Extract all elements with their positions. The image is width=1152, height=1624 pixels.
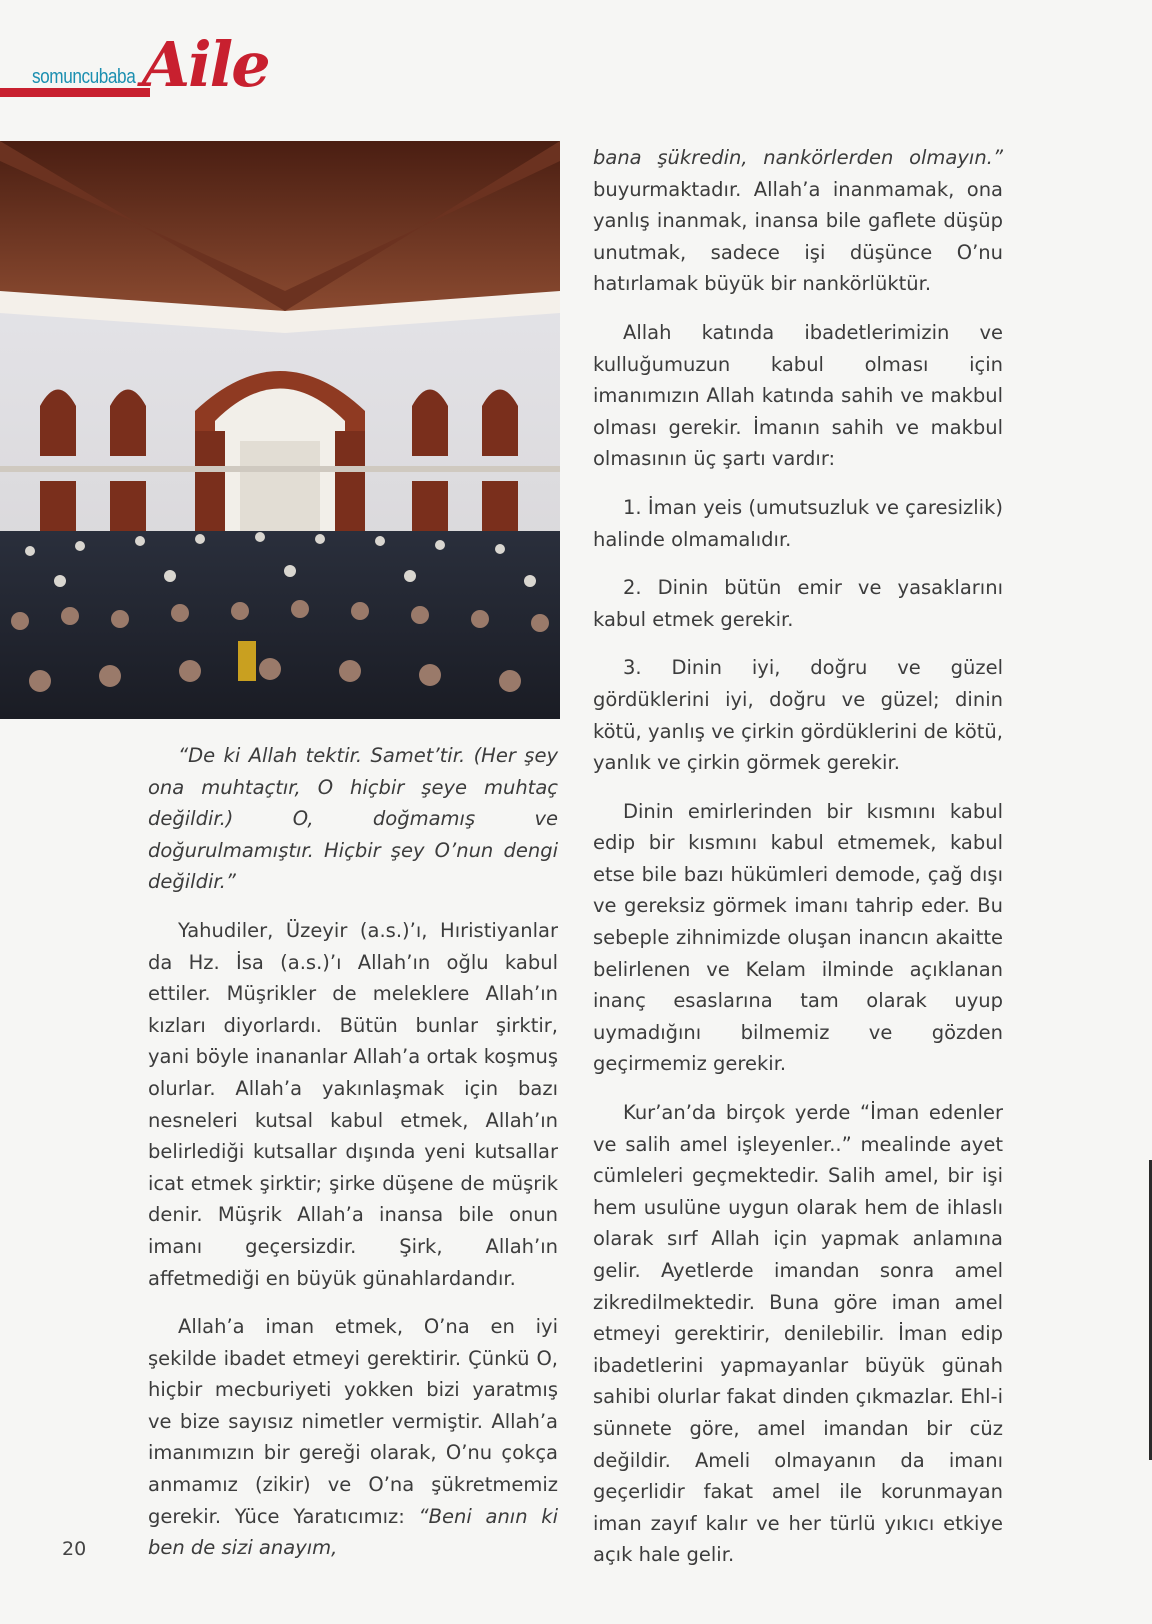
mosque-congregation-photo xyxy=(0,141,560,719)
brand-aile-script: Aile xyxy=(142,28,269,101)
masthead-logo xyxy=(0,28,269,110)
right-text-column xyxy=(593,142,1003,1588)
paragraph: Allah’a iman etmek, O’na en iyi şekilde ibadet etmeyi gerektirir. Çünkü O, hiçbir mecburiyeti yokken bizi yaratmış ve bize sayısız nimetler vermiştir. Allah’a imanımızın bir gereği olarak, O’nu çokça anmamız (zikir) ve O’na şükretmemiz gerekir. Yüce Yaratıcımız: “Beni anın ki ben de sizi anayım, xyxy=(148,1315,558,1560)
paragraph: Yahudiler, Üzeyir (a.s.)’ı, Hıristiyanlar da Hz. İsa (a.s.)’ı Allah’ın oğlu kabul ettiler. Müşrikler de meleklere Allah’ın kızları diyorlardı. Bütün bunlar şirktir, yani böyle inananlar Allah’a ortak koşmuş olurlar. Allah’a yakınlaşmak için bazı nesneleri kutsal kabul etmek, Allah’ın belirlediği kutsallar dışında yeni kutsallar icat etmek şirktir; şirke düşene de müşrik denir. Müşrik Allah’a inansa bile onun imanı geçersizdir. Şirk, Allah’ın affetmediği en büyük günahlardandır. xyxy=(148,918,558,1290)
list-item: 1. İman yeis (umutsuzluk ve çaresizlik) halinde olmamalıdır. xyxy=(593,495,1003,551)
paragraph: Dinin emirlerinden bir kısmını kabul edip bir kısmını kabul etmemek, kabul etse bile bazı hükümleri demode, çağ dışı ve gereksiz görmek imanı tahrip eder. Bu sebeple zihnimizde oluşan inancın akaitte belirlenen ve Kelam ilminde açıklanan inanç esaslarına tam olarak uyup uymadığını bilmemiz ve gözden geçirmemiz gerekir. xyxy=(593,799,1003,1076)
paragraph: Allah katında ibadetlerimizin ve kulluğumuzun kabul olması için imanımızın Allah katında sahih ve makbul olması gerekir. İmanın sahih ve makbul olmasının üç şartı vardır: xyxy=(593,320,1003,471)
page-number: 20 xyxy=(62,1538,87,1560)
list-item: 2. Dinin bütün emir ve yasaklarını kabul etmek gerekir. xyxy=(593,576,1003,631)
left-text-column xyxy=(148,740,558,1581)
brand-wordmark: somuncubaba xyxy=(32,66,136,88)
quote-paragraph: “De ki Allah tektir. Samet’tir. (Her şey ona muhtaçtır, O hiçbir şeye muhtaç değildir.) O, doğmamış ve doğurulmamıştır. Hiçbir şey O’nun dengi değildir.” xyxy=(148,744,558,894)
list-item: 3. Dinin iyi, doğru ve güzel gördüklerini iyi, doğru ve güzel; dinin kötü, yanlış ve çirkin gördüklerini de kötü, yanlık ve çirkin görmek gerekir. xyxy=(593,656,1003,775)
paragraph: bana şükredin, nankörlerden olmayın.” buyurmaktadır. Allah’a inanmamak, ona yanlış inanmak, inansa bile gaflete düşüp unutmak, sadece işi düşünce O’nu hatırlamak büyük bir nankörlüktür. xyxy=(593,146,1003,296)
masthead-red-bar xyxy=(0,88,150,97)
paragraph: Kur’an’da birçok yerde “İman edenler ve salih amel işleyenler..” mealinde ayet cümleleri geçmektedir. Salih amel, bir işi hem usulüne uygun olarak hem de ihlaslı olarak sırf Allah için yapmak anlamına gelir. Ayetlerde imandan sonra amel zikredilmektedir. Buna göre iman amel etmeyi gerektirir, denilebilir. İman edip ibadetlerini yapmayanlar büyük günah sahibi olurlar fakat dinden çıkmazlar. Ehl-i sünnete göre, amel imandan bir cüz değildir. Ameli olmayanın da imanı geçerlidir fakat amel ile korunmayan iman zayıf kalır ve her türlü yıkıcı etkiye açık hale gelir. xyxy=(593,1101,1003,1567)
